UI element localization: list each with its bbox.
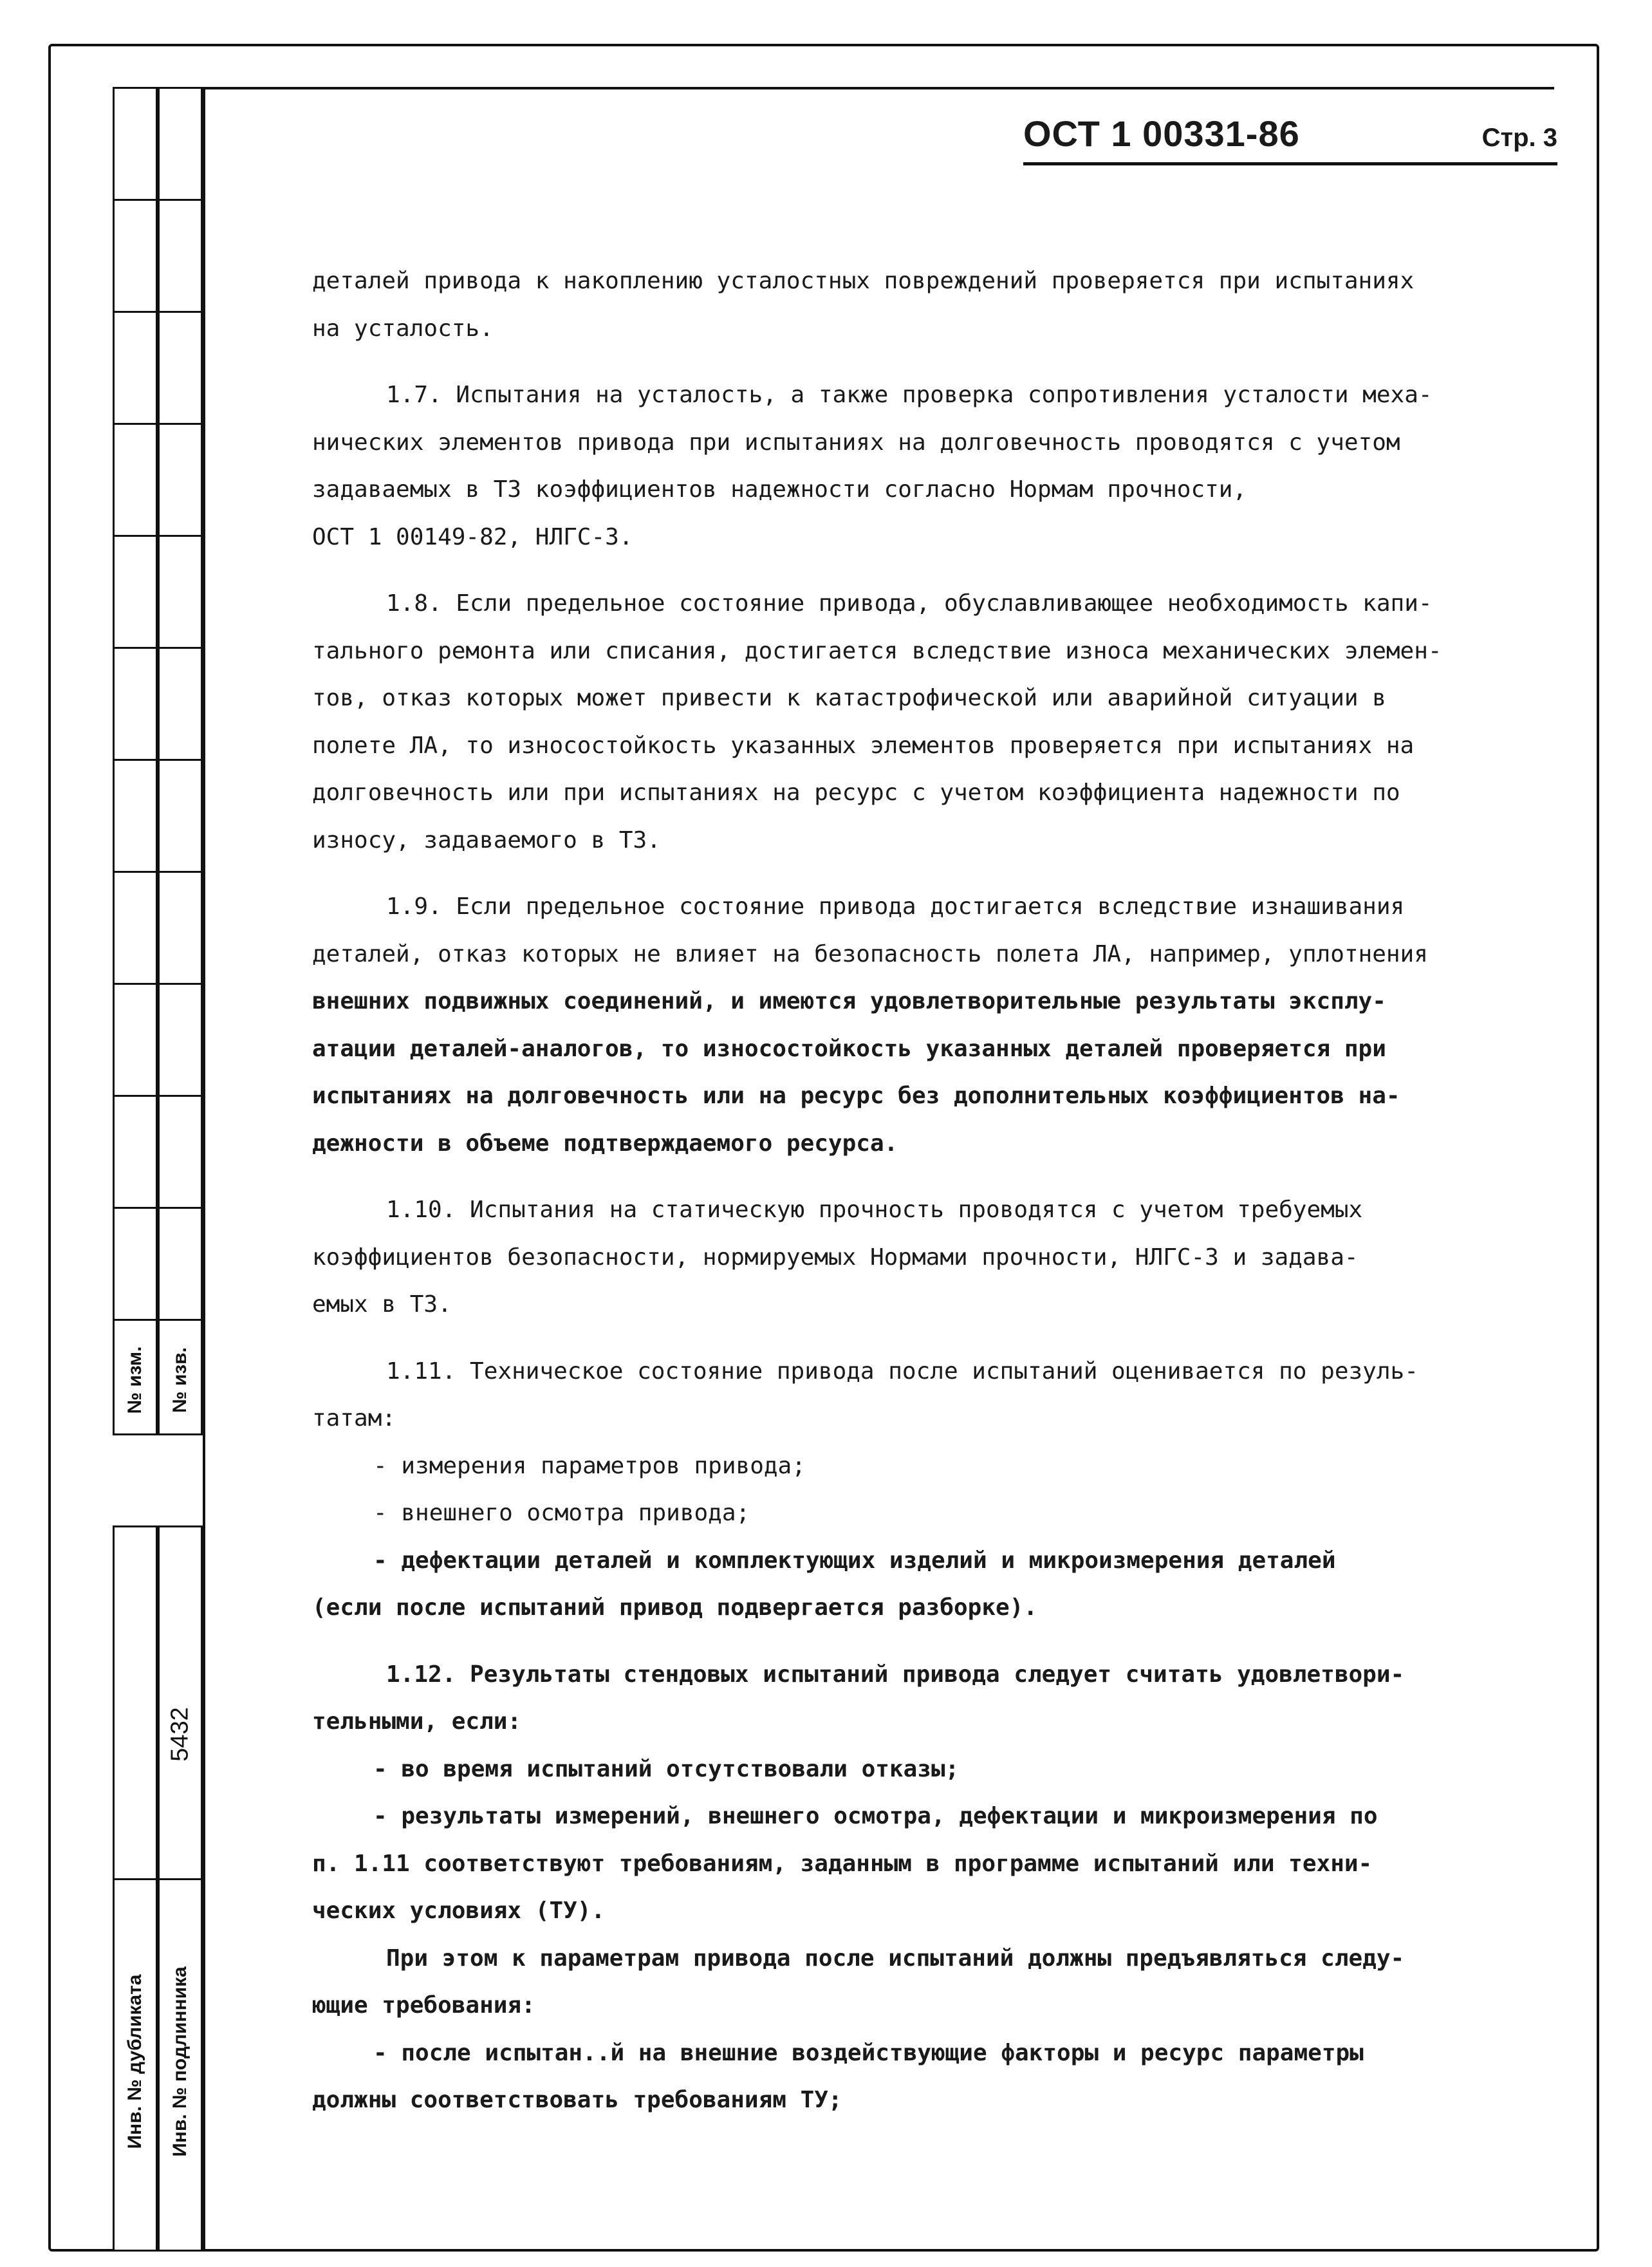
paragraph-1-7 — [312, 371, 1522, 561]
header-rule — [1023, 162, 1557, 165]
revision-column — [113, 87, 158, 1435]
text-line: 1.11. Техническое состояние привода после испытаний оценивается по резуль- — [386, 1357, 1418, 1385]
paragraph-1-11 — [312, 1348, 1522, 1632]
stamp-cell — [160, 985, 201, 1097]
stamp-cell — [160, 425, 201, 537]
text-line: ческих условиях (ТУ). — [312, 1898, 606, 1924]
stamp-cell — [160, 537, 201, 649]
paragraph-1-8 — [312, 580, 1522, 864]
text-line: 1.10. Испытания на статическую прочность проводятся с учетом требуемых — [386, 1197, 1363, 1223]
dublikat-label: Инв. № дубликата — [124, 1974, 145, 2149]
stamp-cell — [115, 649, 156, 761]
text-line: испытаниях на долговечность или на ресурс без дополнительных коэффициентов на- — [312, 1083, 1400, 1109]
text-line: полете ЛА, то износостойкость указанных элементов проверяется при испытаниях на — [312, 732, 1415, 759]
text-line: тального ремонта или списания, достигается вследствие износа механических элемен- — [312, 637, 1442, 664]
text-line: ОСТ 1 00149-82, НЛГС-3. — [312, 523, 633, 550]
document-header — [1023, 113, 1557, 154]
paragraph-1-12 — [312, 1651, 1522, 2124]
text-line: п. 1.11 соответствуют требованиям, заданным в программе испытаний или техни- — [312, 1850, 1373, 1877]
original-column — [158, 1525, 203, 2252]
izm-cell — [115, 1321, 156, 1437]
text-line: тов, отказ которых может привести к катастрофической или аварийной ситуации в — [312, 685, 1386, 711]
text-line: емых в ТЗ. — [312, 1291, 452, 1318]
stamp-cell — [115, 985, 156, 1097]
text-line: дежности в объеме подтверждаемого ресурса. — [312, 1130, 898, 1157]
stamp-cell — [160, 761, 201, 873]
stamp-cell — [115, 1209, 156, 1321]
text-line: деталей, отказ которых не влияет на безопасность полета ЛА, например, уплотнения — [312, 940, 1428, 967]
list-item: - внешнего осмотра привода; — [373, 1500, 750, 1526]
text-line: 1.9. Если предельное состояние привода достигается вследствие изнашивания — [386, 893, 1405, 920]
stamp-cell — [115, 537, 156, 649]
text-line: долговечность или при испытаниях на ресурс с учетом коэффициента надежности по — [312, 779, 1400, 806]
stamp-cell — [160, 873, 201, 985]
text-line: коэффициентов безопасности, нормируемых Нормами прочности, НЛГС-3 и задава- — [312, 1244, 1359, 1271]
text-line: тельными, если: — [312, 1708, 522, 1735]
list-item: - во время испытаний отсутствовали отказы; — [373, 1755, 960, 1782]
list-item: - после испытан..й на внешние воздействующие факторы и ресурс параметры — [373, 2039, 1364, 2066]
podlinnik-cell — [160, 1880, 201, 2250]
text-line: ющие требования: — [312, 1992, 535, 2019]
stamp-cell — [160, 1097, 201, 1209]
text-line: 1.12. Результаты стендовых испытаний привода следует считать удовлетвори- — [386, 1661, 1405, 1688]
paragraph-continuation — [312, 257, 1522, 352]
text-line: износу, задаваемого в ТЗ. — [312, 826, 661, 854]
text-line: 1.8. Если предельное состояние привода, обуславливающее необходимость капи- — [386, 590, 1433, 617]
stamp-cell — [160, 313, 201, 425]
list-item: - измерения параметров привода; — [373, 1452, 806, 1479]
text-line: атации деталей-аналогов, то износостойкость указанных деталей проверяется при — [312, 1035, 1386, 1062]
text-line: (если после испытаний привод подвергается разборке). — [312, 1594, 1038, 1621]
text-line: 1.7. Испытания на усталость, а также проверка сопротивления усталости меха- — [386, 382, 1433, 408]
document-body — [312, 257, 1522, 2124]
text-line: задаваемых в ТЗ коэффициентов надежности согласно Нормам прочности, — [312, 476, 1247, 503]
notice-column — [158, 87, 203, 1435]
stamp-cell — [115, 1527, 156, 1880]
stamp-cell — [115, 201, 156, 313]
text-line: должны соответствовать требованиям ТУ; — [312, 2087, 842, 2113]
izv-cell — [160, 1321, 201, 1437]
stamp-cell — [115, 425, 156, 537]
stamp-cell — [160, 89, 201, 201]
stamp-cell — [160, 649, 201, 761]
dublikat-cell — [115, 1880, 156, 2250]
stamp-cell — [160, 1209, 201, 1321]
text-line: татам: — [312, 1405, 396, 1432]
inventory-number: 5432 — [166, 1707, 194, 1762]
page-number: Стр. 3 — [1481, 124, 1557, 152]
stamp-cell — [115, 313, 156, 425]
stamp-cell — [115, 89, 156, 201]
stamp-cell — [115, 873, 156, 985]
paragraph-1-9 — [312, 883, 1522, 1167]
izv-label: № изв. — [169, 1347, 190, 1413]
podlinnik-label: Инв. № подлинника — [169, 1966, 190, 2157]
text-line: нических элементов привода при испытаниях на долговечность проводятся с учетом — [312, 429, 1400, 456]
text-line: При этом к параметрам привода после испытаний должны предъявляться следу- — [386, 1945, 1405, 1972]
text-line: на усталость. — [312, 315, 494, 342]
text-line: внешних подвижных соединений, и имеются удовлетворительные результаты эксплу- — [312, 988, 1386, 1014]
number-cell — [160, 1527, 201, 1880]
stamp-cell — [115, 1097, 156, 1209]
list-item: - дефектации деталей и комплектующих изделий и микроизмерения деталей — [373, 1547, 1336, 1574]
text-line: деталей привода к накоплению усталостных повреждений проверяется при испытаниях — [312, 268, 1415, 294]
izm-label: № изм. — [124, 1346, 145, 1414]
list-item: - результаты измерений, внешнего осмотра, дефектации и микроизмерения по — [373, 1803, 1378, 1829]
stamp-cell — [160, 201, 201, 313]
paragraph-1-10 — [312, 1186, 1522, 1329]
stamp-cell — [115, 761, 156, 873]
document-code: ОСТ 1 00331-86 — [1023, 113, 1300, 154]
duplicate-column — [113, 1525, 158, 2252]
